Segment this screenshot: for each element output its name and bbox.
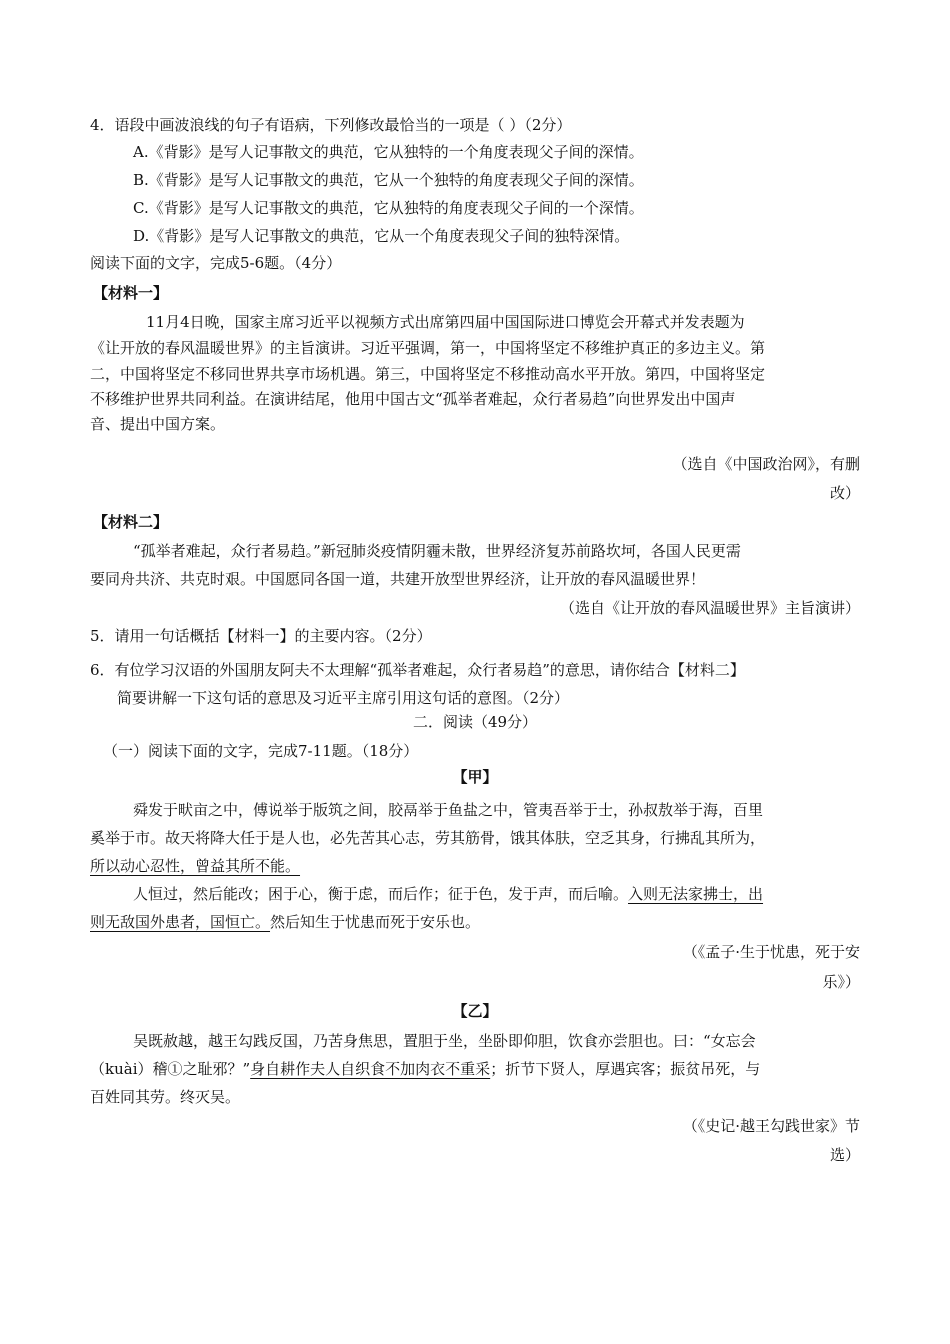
jia-source: （《孟子·生于忧患，死于安 [682,943,860,961]
yi-source-cont: 选） [829,1146,860,1164]
yi-text: ；折节下贤人，厚遇宾客；振贫吊死，与 [490,1060,761,1078]
material-one-title: 【材料一】 [93,284,169,302]
jia-underlined-text: 入则无法家拂士，出 [628,885,764,903]
question-6-line1: 6．有位学习汉语的外国朋友阿夫不太理解“孤举者难起，众行者易趋”的意思，请你结合【材料二】 [90,661,745,679]
jia-text: 人恒过，然后能改；困于心，衡于虑，而后作；征于色，发于声，而后喻。 [133,885,629,903]
yi-text: （kuài）稽①之耻邪？” [90,1060,251,1078]
material-two-title: 【材料二】 [93,513,169,531]
material-two-line: 要同舟共济、共克时艰。中国愿同各国一道，共建开放型世界经济，让开放的春风温暖世界！ [90,570,706,588]
jia-underlined-text: 则无敌国外患者，国恒亡。 [90,913,271,931]
jia-source-cont: 乐》） [822,973,860,991]
yi-line: 百姓同其劳。终灭吴。 [90,1088,241,1106]
material-two-source: （选自《让开放的春风温暖世界》主旨演讲） [559,599,860,617]
q4-option-a: A.《背影》是写人记事散文的典范，它从独特的一个角度表现父子间的深情。 [133,143,644,161]
jia-line [133,884,763,904]
material-one-line: 《让开放的春风温暖世界》的主旨演讲。习近平强调，第一，中国将坚定不移维护真正的多边主义。第 [90,339,766,357]
material-one-line: 音、提出中国方案。 [90,415,226,433]
material-one-line: 不移维护世界共同利益。在演讲结尾，他用中国古文“孤举者难起，众行者易趋”向世界发出中国声 [90,390,736,408]
yi-source: （《史记·越王勾践世家》节 [682,1117,860,1135]
yi-line: 吴既赦越，越王勾践反国，乃苦身焦思，置胆于坐，坐卧即仰胆，饮食亦尝胆也。曰：“女忘会 [133,1032,756,1050]
jia-line: 奚举于市。故天将降大任于是人也，必先苦其心志，劳其筋骨，饿其体肤，空乏其身，行拂乱其所为， [90,829,766,847]
yi-title: 【乙】 [452,1002,498,1020]
material-two-line: “孤举者难起，众行者易趋。”新冠肺炎疫情阴霾未散，世界经济复苏前路坎坷，各国人民更需 [133,542,741,560]
material-one-source: （选自《中国政治网》，有删 [672,455,860,473]
material-one-source-cont: 改） [829,484,860,502]
section-two-title: 二．阅读（49分） [412,713,538,731]
q4-stem: 4．语段中画波浪线的句子有语病，下列修改最恰当的一项是（ ）（2分） [90,116,572,134]
q4-option-c: C.《背影》是写人记事散文的典范，它从独特的角度表现父子间的一个深情。 [133,199,644,217]
jia-text: 然后知生于忧患而死于安乐也。 [270,913,481,931]
yi-line [90,1059,760,1079]
q4-option-b: B.《背影》是写人记事散文的典范，它从一个独特的角度表现父子间的深情。 [133,171,644,189]
section-two-sub1: （一）阅读下面的文字，完成7-11题。（18分） [103,742,419,760]
jia-line: 舜发于畎亩之中，傅说举于版筑之间，胶鬲举于鱼盐之中，管夷吾举于士，孙叔敖举于海，百里 [133,801,764,819]
yi-underlined-text: 身自耕作夫人自织食不加肉衣不重采 [250,1060,491,1078]
jia-title: 【甲】 [452,768,498,786]
jia-underlined-line: 所以动心忍性，曾益其所不能。 [90,857,301,875]
q4-option-d: D.《背影》是写人记事散文的典范，它从一个角度表现父子间的独特深情。 [133,227,630,245]
jia-line [90,912,480,932]
material-one-line: 二，中国将坚定不移同世界共享市场机遇。第三，中国将坚定不移推动高水平开放。第四，中国将坚定 [90,365,766,383]
question-5: 5．请用一句话概括【材料一】的主要内容。（2分） [90,627,432,645]
material-one-line: 11月4日晚，国家主席习近平以视频方式出席第四届中国国际进口博览会开幕式并发表题为 [146,313,745,331]
reading-instruction: 阅读下面的文字，完成5-6题。（4分） [90,254,342,272]
question-6-line2: 简要讲解一下这句话的意思及习近平主席引用这句话的意图。（2分） [117,689,570,707]
